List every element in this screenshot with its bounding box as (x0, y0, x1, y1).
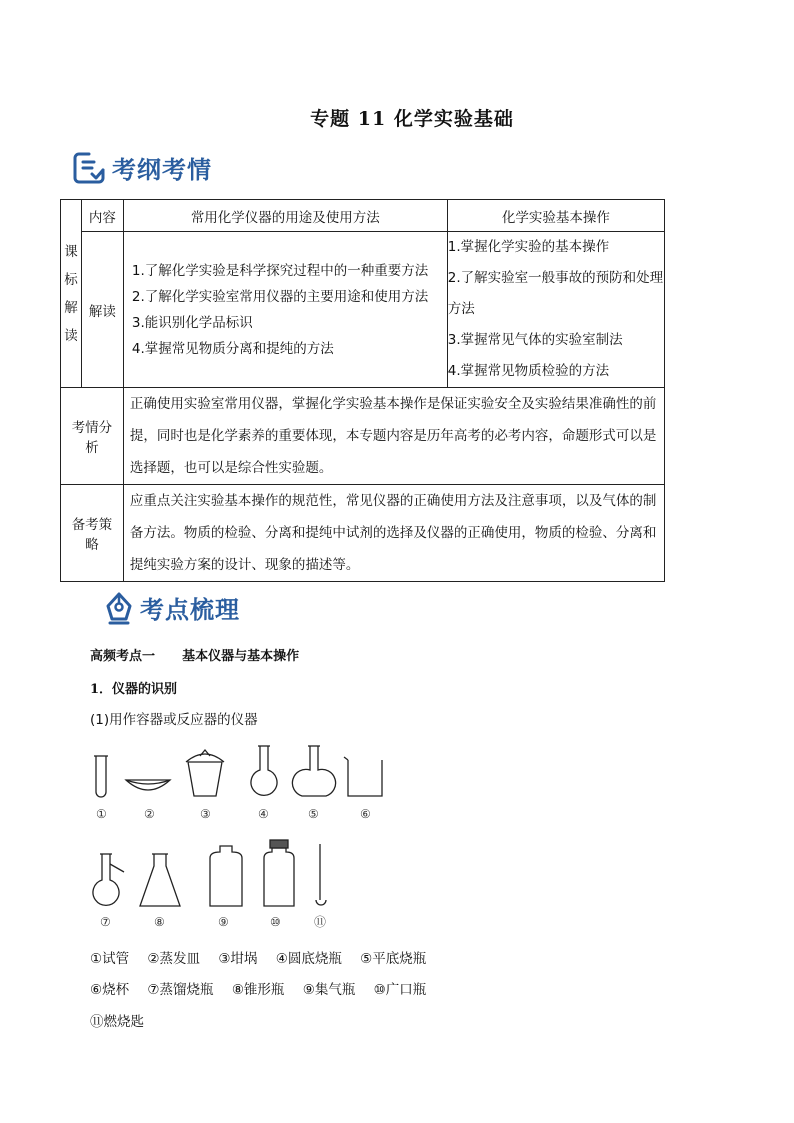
list-item: 4.掌握常见物质分离和提纯的方法 (131, 340, 334, 357)
point-title: 高频考点一 基本仪器与基本操作 (90, 649, 300, 664)
legend-item: ⑤平底烧瓶 (360, 951, 427, 967)
legend-row (90, 947, 440, 967)
header-instruments: 常用化学仪器的用途及使用方法 (123, 200, 447, 232)
gas-jar-figure (210, 846, 242, 906)
conical-flask-figure (140, 854, 180, 906)
legend-item: ⑩广口瓶 (373, 982, 427, 998)
list-item: 2.了解实验室一般事故的预防和处理方法 (447, 270, 664, 317)
figure-number: ⑪ (314, 915, 327, 929)
flat-bottom-flask-figure (292, 746, 335, 796)
analysis-label: 考情分析 (61, 388, 124, 485)
list-item: 3.掌握常见气体的实验室制法 (447, 332, 623, 348)
list-item: 1.掌握化学实验的基本操作 (447, 239, 610, 255)
figure-number: ⑨ (218, 915, 229, 929)
list-item: 3.能识别化学品标识 (131, 314, 253, 331)
crucible-figure (186, 750, 224, 796)
combustion-spoon-figure (316, 844, 326, 905)
round-bottom-flask-figure (251, 746, 277, 795)
figure-number: ⑧ (154, 915, 165, 929)
subtitle: 1．仪器的识别 (90, 682, 178, 697)
pen-nib-icon (104, 591, 134, 625)
figure-number: ⑥ (360, 807, 371, 821)
list-icon (72, 151, 106, 185)
legend-item: ③坩埚 (218, 951, 258, 967)
list-item: 4.掌握常见物质检验的方法 (447, 363, 610, 379)
side-label-cell (61, 200, 82, 388)
beaker-figure (344, 757, 382, 796)
header-operations: 化学实验基本操作 (447, 200, 664, 232)
subsubtitle: (1)用作容器或反应器的仪器 (90, 712, 258, 728)
distillation-flask-figure (93, 854, 124, 905)
legend-row (90, 1010, 158, 1030)
legend-item: ①试管 (90, 951, 130, 967)
legend-item: ⑨集气瓶 (302, 982, 356, 998)
test-tube-figure (94, 756, 108, 797)
figure-number: ⑦ (100, 915, 111, 929)
evaporating-dish-figure (126, 780, 170, 790)
header-content: 内容 (81, 200, 123, 232)
legend-item: ⑥烧杯 (90, 982, 130, 998)
row-interp-label: 解读 (81, 232, 123, 388)
section-heading-points (104, 590, 240, 625)
legend-item: ⑪燃烧匙 (90, 1014, 144, 1030)
section-heading-label: 考点梳理 (140, 596, 240, 624)
operation-items (447, 232, 664, 388)
figure-number: ① (96, 807, 107, 821)
instrument-items (123, 232, 447, 388)
figure-number: ⑤ (308, 807, 319, 821)
legend-item: ④圆底烧瓶 (275, 951, 342, 967)
legend-item: ⑦蒸馏烧瓶 (147, 982, 214, 998)
legend-row (90, 978, 440, 998)
legend-item: ⑧锥形瓶 (231, 982, 285, 998)
list-item: 2.了解化学实验室常用仪器的主要用途和使用方法 (131, 288, 429, 305)
section-heading-label: 考纲考情 (112, 156, 212, 184)
figure-number: ⑩ (270, 915, 281, 929)
legend-item: ②蒸发皿 (147, 951, 201, 967)
page-title: 专题 11 化学实验基础 (310, 108, 514, 130)
side-label: 课 标 解 读 (64, 243, 78, 344)
section-heading-syllabus (72, 150, 212, 185)
figure-number: ④ (258, 807, 269, 821)
analysis-text: 正确使用实验室常用仪器，掌握化学实验基本操作是保证实验安全及实验结果准确性的前提，同时也是化学素养的重要体现，本专题内容是历年高考的必考内容，命题形式可以是选择题，也可以是综合性实验题。 (123, 388, 664, 485)
instrument-figures (82, 740, 402, 930)
wide-mouth-bottle-figure (264, 840, 294, 906)
syllabus-table (60, 199, 665, 582)
strategy-label: 备考策略 (61, 485, 124, 582)
strategy-text: 应重点关注实验基本操作的规范性，常见仪器的正确使用方法及注意事项，以及气体的制备方法。物质的检验、分离和提纯中试剂的选择及仪器的正确使用，物质的检验、分离和提纯实验方案的设计、现象的描述等。 (123, 485, 664, 582)
figure-number: ③ (200, 807, 211, 821)
figure-number: ② (144, 807, 155, 821)
list-item: 1.了解化学实验是科学探究过程中的一种重要方法 (131, 262, 429, 279)
